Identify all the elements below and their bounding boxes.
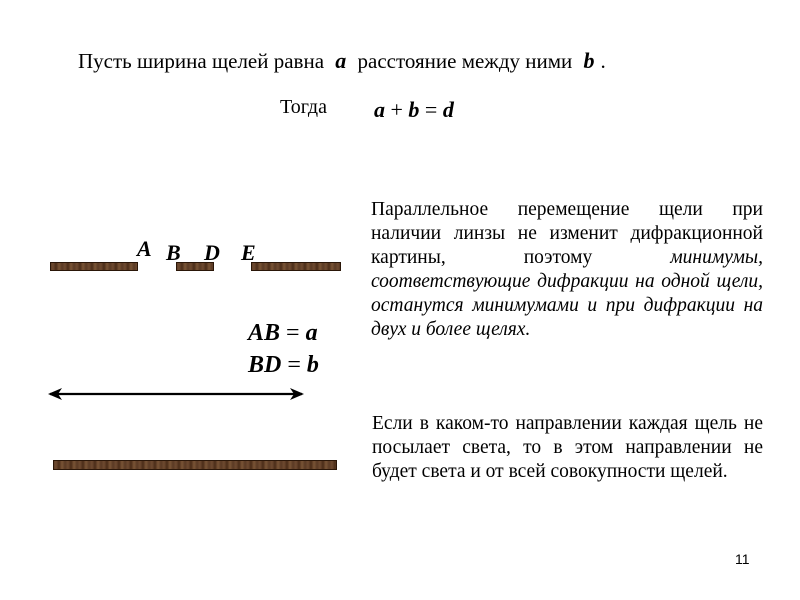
lens-double-arrow — [44, 384, 308, 404]
eq2-op: = — [287, 352, 301, 378]
eq-var-d: d — [442, 97, 454, 122]
intro-var-b: b — [583, 48, 595, 73]
eq2-rhs: b — [306, 352, 319, 378]
label-B: B — [166, 240, 181, 265]
intro-text-middle: расстояние между ними — [357, 49, 573, 73]
eq1-lhs: AB — [248, 320, 281, 346]
intro-var-a: a — [335, 48, 347, 73]
eq2-lhs: BD — [248, 352, 282, 378]
intro-text-start: Пусть ширина щелей равна — [78, 49, 325, 73]
intro-text-end: . — [600, 49, 606, 73]
then-equation — [374, 97, 454, 123]
eq1-op: = — [286, 320, 300, 346]
eq-var-a: a — [374, 97, 385, 122]
label-E: E — [241, 240, 256, 265]
intro-line — [78, 48, 606, 74]
barrier-right — [251, 262, 341, 271]
paragraph-no-light: Если в каком-то направлении каждая щель не посылает света, то в этом направлении не будет света и от всей совокупности щелей. — [372, 413, 763, 482]
paragraph-minima-italic: минимумы, соответствующие дифракции на одной щели, останутся минимумами и при дифракции на двух и более щелях. — [371, 247, 763, 340]
equation-AB — [248, 320, 318, 347]
eq-plus: + — [390, 97, 403, 122]
page-number: 11 — [735, 551, 750, 567]
label-D: D — [204, 240, 220, 265]
barrier-left — [50, 262, 138, 271]
eq-var-b: b — [408, 97, 420, 122]
label-A: A — [137, 236, 152, 261]
screen — [53, 460, 337, 470]
eq1-rhs: a — [305, 320, 318, 346]
paragraph-minima — [371, 198, 763, 342]
equation-BD — [248, 352, 319, 379]
paragraph-minima-normal: Параллельное перемещение щели при наличии линзы не изменит дифракционной картины, поэтому — [371, 199, 763, 268]
then-label: Тогда — [280, 96, 327, 118]
eq-equals: = — [424, 97, 438, 122]
